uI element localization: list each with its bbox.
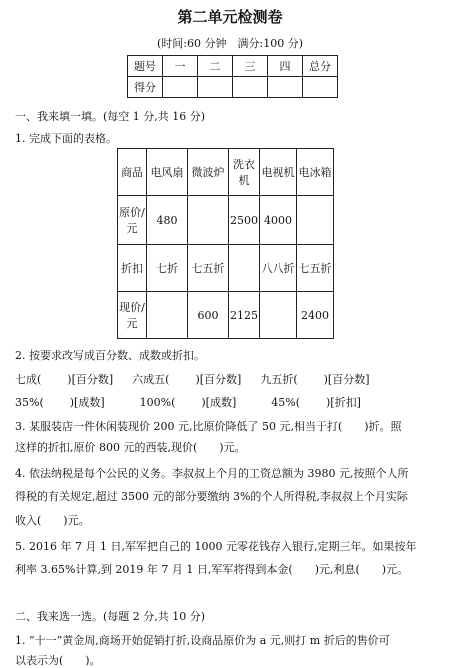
table-cell [229,245,260,292]
table-cell [147,292,188,339]
table-cell: 七五折 [297,245,334,292]
fill-prompt: 100%( [139,396,176,409]
fill-prompt: )[百分数] [323,373,370,386]
fill-prompt: 七成( [15,373,42,386]
section2-question-1-line-1: 1. “十一”黄金周,商场开始促销打折,设商品原价为 a 元,则打 m 折后的售价可 [15,634,390,647]
fill-prompt: 45%( [271,396,300,409]
table-cell: 七折 [147,245,188,292]
exam-info: (时间:60 分钟 满分:100 分) [157,37,303,50]
table-cell: 现价/元 [118,292,147,339]
score-cell: 题号 [128,56,163,77]
section2-question-1-line-2: 以表示为( )。 [15,654,101,667]
question-5-line-2: 利率 3.65%计算,到 2019 年 7 月 1 日,军军将得到本金( )元,利息( )元。 [15,563,409,576]
table-row [118,245,334,292]
table-cell: 600 [188,292,229,339]
table-cell [260,292,297,339]
question-2-line-1 [15,371,370,387]
fill-prompt: )[百分数] [67,373,114,386]
table-cell: 电风扇 [147,149,188,196]
question-3-line-2: 这样的折扣,原价 800 元的西装,现价( )元。 [15,441,246,454]
table-cell: 电冰箱 [297,149,334,196]
fill-prompt: )[折扣] [326,396,361,409]
table-row [118,149,334,196]
question-2: 2. 按要求改写成百分数、成数或折扣。 [15,349,205,362]
table-row [118,292,334,339]
table-cell: 商品 [118,149,147,196]
table-row [118,196,334,245]
table-cell: 2500 [229,196,260,245]
question-4-line-1: 4. 依法纳税是每个公民的义务。李叔叔上个月的工资总额为 3980 元,按照个人所 [15,467,409,480]
question-5-line-1: 5. 2016 年 7 月 1 日,军军把自己的 1000 元零花钱存入银行,定期三年。如果按年 [15,540,417,553]
score-table-row [128,77,338,98]
table-cell [188,196,229,245]
table-cell: 七五折 [188,245,229,292]
page-title: 第二单元检测卷 [177,8,283,26]
score-cell: 得分 [128,77,163,98]
score-cell [268,77,303,98]
score-cell [198,77,233,98]
table-cell: 480 [147,196,188,245]
fill-prompt: )[成数] [201,396,237,409]
section1-heading: 一、我来填一填。(每空 1 分,共 16 分) [15,110,206,123]
table-cell: 微波炉 [188,149,229,196]
question-2-line-2 [15,394,361,410]
score-cell: 三 [233,56,268,77]
score-cell [233,77,268,98]
fill-prompt: )[百分数] [195,373,242,386]
score-table-row [128,56,338,77]
table-cell: 折扣 [118,245,147,292]
question-1: 1. 完成下面的表格。 [15,132,117,145]
question-3-line-1: 3. 某服装店一件休闲装现价 200 元,比原价降低了 50 元,相当于打( )折。照 [15,420,402,433]
fill-prompt: 六成五( [132,373,170,386]
fill-prompt: )[成数] [69,396,105,409]
score-cell [163,77,198,98]
table-cell: 八八折 [260,245,297,292]
goods-table [117,148,334,339]
score-cell [303,77,338,98]
table-cell: 2400 [297,292,334,339]
table-cell: 电视机 [260,149,297,196]
score-cell: 总分 [303,56,338,77]
score-cell: 四 [268,56,303,77]
table-cell: 洗衣机 [229,149,260,196]
score-table [127,55,338,98]
fill-prompt: 九五折( [260,373,298,386]
table-cell: 原价/元 [118,196,147,245]
table-cell [297,196,334,245]
table-cell: 4000 [260,196,297,245]
score-cell: 一 [163,56,198,77]
section2-heading: 二、我来选一选。(每题 2 分,共 10 分) [15,610,206,623]
score-cell: 二 [198,56,233,77]
question-4-line-2: 得税的有关规定,超过 3500 元的部分要缴纳 3%的个人所得税,李叔叔上个月实际 [15,490,408,503]
question-4-line-3: 收入( )元。 [15,514,90,527]
fill-prompt: 35%( [15,396,44,409]
table-cell: 2125 [229,292,260,339]
